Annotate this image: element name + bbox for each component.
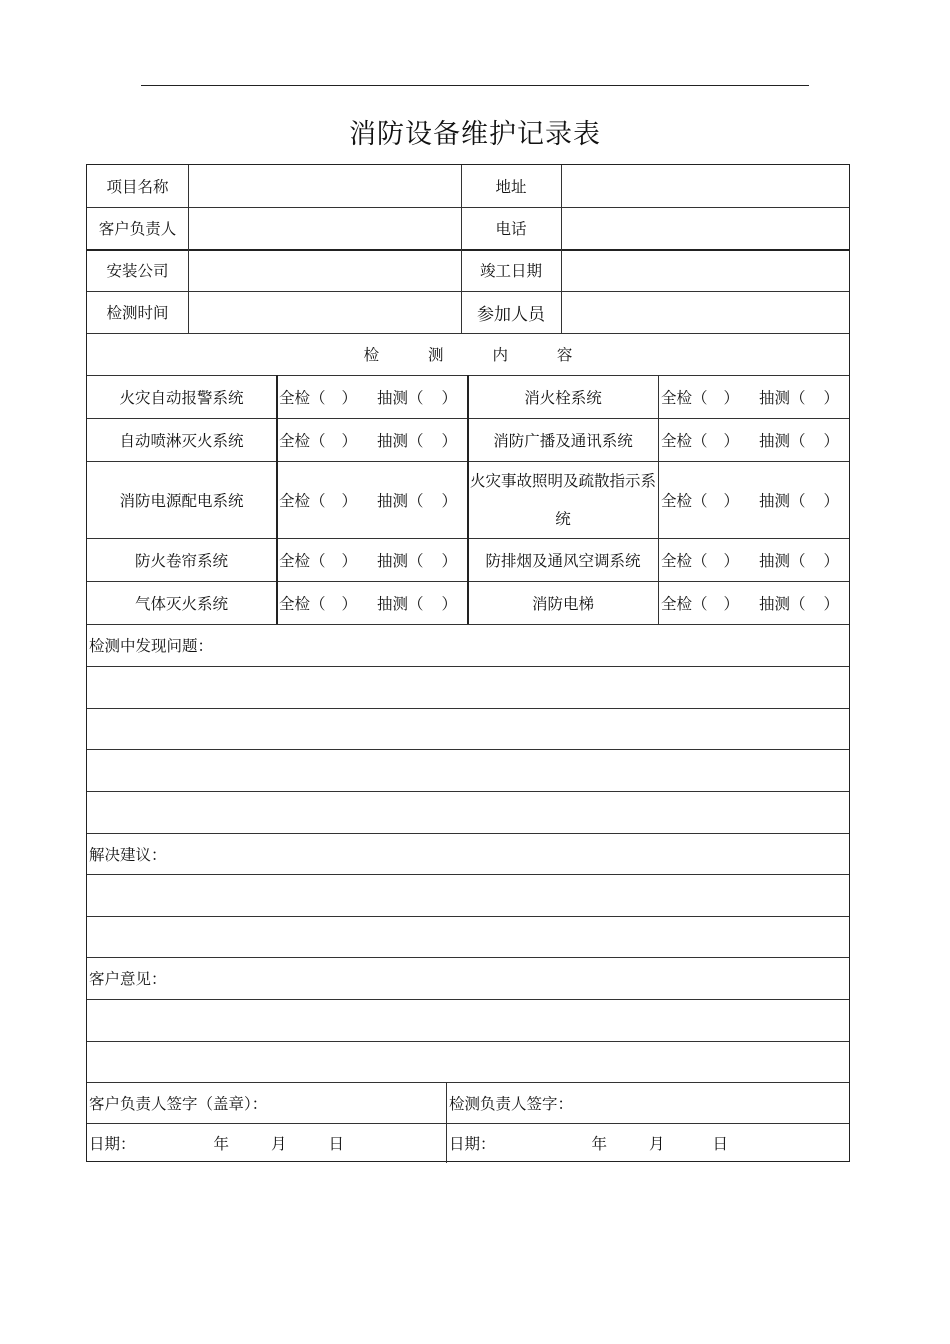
label-inspection-time: 检测时间 <box>106 304 169 322</box>
system-name: 火灾事故照明及疏散指示系统 <box>470 471 657 528</box>
label-completion-date: 竣工日期 <box>479 262 542 280</box>
address-field[interactable] <box>562 165 849 207</box>
top-rule <box>141 85 809 86</box>
system-name: 火灾自动报警系统 <box>119 388 244 407</box>
check-options[interactable]: 全检（ ） 抽测（ ） <box>279 551 458 570</box>
inspector-signature-label[interactable]: 检测负责人签字： <box>449 1094 574 1113</box>
suggestion-line[interactable] <box>87 916 849 957</box>
check-options[interactable]: 全检（ ） 抽测（ ） <box>661 431 840 450</box>
client-date[interactable]: 日期： 年 月 日 <box>89 1135 345 1153</box>
system-name: 消防电梯 <box>531 594 594 613</box>
client-signature-label[interactable]: 客户负责人签字（盖章）： <box>89 1094 268 1113</box>
system-name: 消防电源配电系统 <box>119 491 244 510</box>
label-client-contact: 客户负责人 <box>98 220 177 238</box>
system-name: 消火栓系统 <box>524 388 602 407</box>
client-contact-field[interactable] <box>189 207 461 249</box>
problems-line[interactable] <box>87 791 849 833</box>
participants-field[interactable] <box>562 291 849 333</box>
client-opinion-label: 客户意见： <box>89 970 167 988</box>
check-options[interactable]: 全检（ ） 抽测（ ） <box>661 594 840 613</box>
check-options[interactable]: 全检（ ） 抽测（ ） <box>279 491 458 510</box>
inspector-date[interactable]: 日期： 年 月 日 <box>449 1135 729 1153</box>
system-name: 防火卷帘系统 <box>134 551 228 570</box>
phone-field[interactable] <box>562 207 849 249</box>
check-options[interactable]: 全检（ ） 抽测（ ） <box>279 388 458 407</box>
section-title: 检 测 内 容 <box>363 346 595 364</box>
check-options[interactable]: 全检（ ） 抽测（ ） <box>279 594 458 613</box>
project-name-field[interactable] <box>189 165 461 207</box>
problems-line[interactable] <box>87 666 849 708</box>
label-address: 地址 <box>495 178 527 196</box>
label-phone: 电话 <box>495 220 527 238</box>
label-participants: 参加人员 <box>477 304 545 325</box>
system-name: 气体灭火系统 <box>134 594 228 613</box>
install-company-field[interactable] <box>189 249 461 291</box>
check-options[interactable]: 全检（ ） 抽测（ ） <box>661 491 840 510</box>
page-title: 消防设备维护记录表 <box>349 119 601 150</box>
system-name: 消防广播及通讯系统 <box>493 431 633 450</box>
check-options[interactable]: 全检（ ） 抽测（ ） <box>661 551 840 570</box>
section-header <box>87 333 849 375</box>
client-opinion-line[interactable] <box>87 999 849 1041</box>
form-table <box>86 164 850 1162</box>
completion-date-field[interactable] <box>562 249 849 291</box>
problems-line[interactable] <box>87 749 849 791</box>
system-name: 自动喷淋灭火系统 <box>119 431 244 450</box>
suggestion-label: 解决建议： <box>89 845 167 864</box>
inspection-time-field[interactable] <box>189 291 461 333</box>
check-options[interactable]: 全检（ ） 抽测（ ） <box>661 388 840 407</box>
problems-label: 检测中发现问题： <box>89 637 214 655</box>
client-opinion-line[interactable] <box>87 1041 849 1082</box>
check-options[interactable]: 全检（ ） 抽测（ ） <box>279 431 458 450</box>
suggestion-line[interactable] <box>87 874 849 916</box>
system-name: 防排烟及通风空调系统 <box>485 551 641 570</box>
label-install-company: 安装公司 <box>106 262 169 280</box>
problems-line[interactable] <box>87 708 849 749</box>
label-project-name: 项目名称 <box>106 178 169 196</box>
